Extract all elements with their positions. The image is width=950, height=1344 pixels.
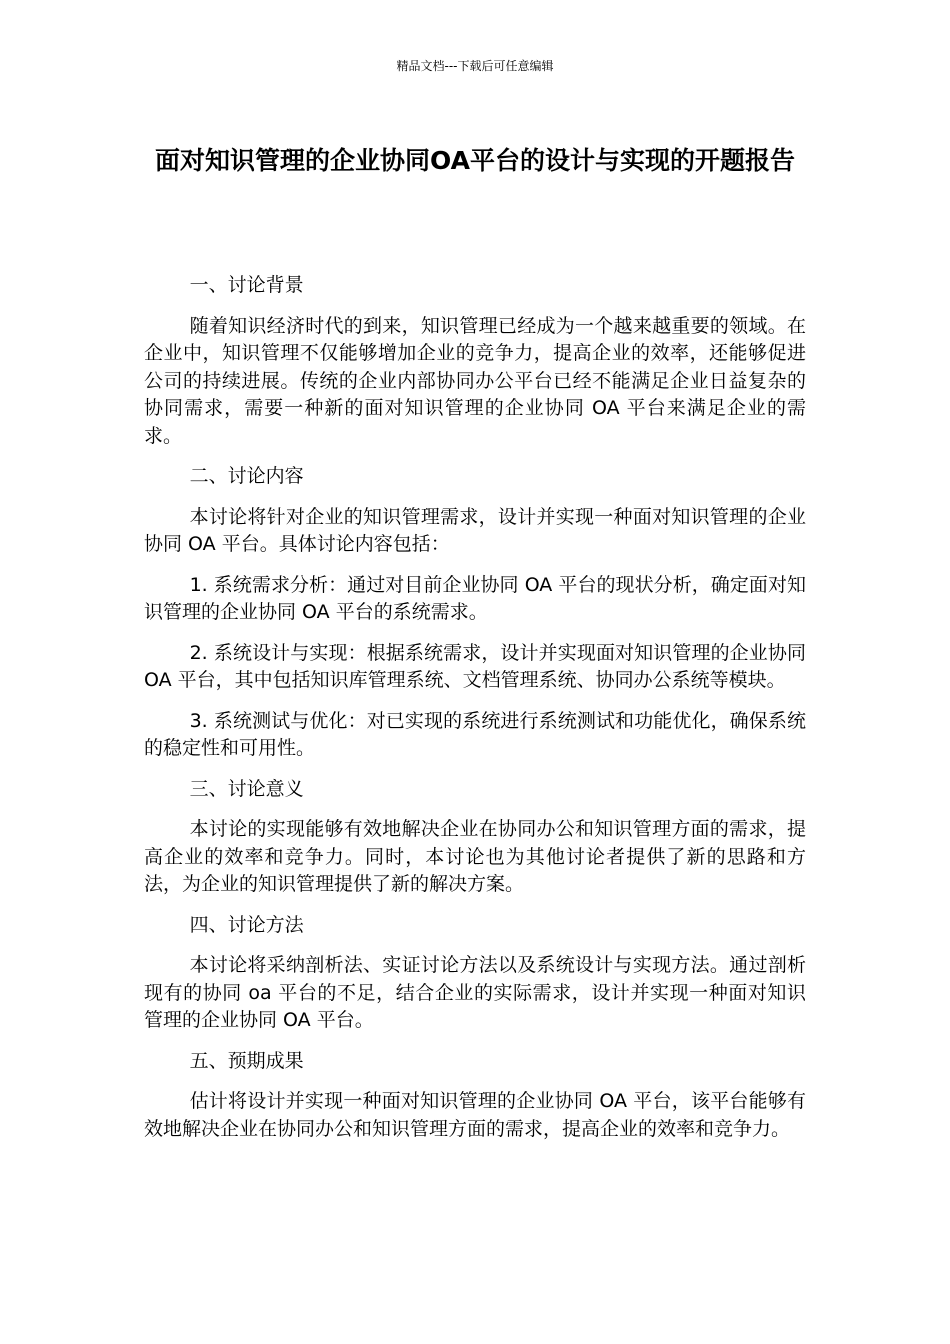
section-content [144, 463, 806, 763]
section-heading: 二、讨论内容 [189, 465, 304, 487]
paragraph: 随着知识经济时代的到来，知识管理已经成为一个越来越重要的领域。在企业中，知识管理不仅能够增加企业的竞争力，提高企业的效率，还能够促进公司的持续进展。传统的企业内部协同办公平台已经不能满足企业日益复杂的协同需求，需要一种新的面对知识管理的企业协同 OA 平台来满足企业的需求。 [144, 314, 806, 447]
section-heading: 五、预期成果 [189, 1049, 304, 1072]
section-heading: 三、讨论意义 [189, 777, 304, 800]
section-outcomes [144, 1048, 806, 1144]
paragraph: 估计将设计并实现一种面对知识管理的企业协同 OA 平台，该平台能够有效地解决企业在协同办公和知识管理方面的需求，提高企业的效率和竞争力。 [144, 1090, 806, 1140]
section-heading: 一、讨论背景 [189, 274, 304, 296]
document-title: 面对知识管理的企业协同OA平台的设计与实现的开题报告 [155, 146, 795, 175]
paragraph: 本讨论将采纳剖析法、实证讨论方法以及系统设计与实现方法。通过剖析现有的协同 oa 平台的不足，结合企业的实际需求，设计并实现一种面对知识管理的企业协同 OA 平台。 [144, 954, 806, 1031]
section-background [144, 272, 806, 450]
page-header: 精品文档---下载后可任意编辑 [396, 59, 554, 73]
document-body [144, 272, 806, 1156]
paragraph: 本讨论的实现能够有效地解决企业在协同办公和知识管理方面的需求，提高企业的效率和竞争力。同时，本讨论也为其他讨论者提供了新的思路和方法，为企业的知识管理提供了新的解决方案。 [144, 818, 806, 895]
section-methods [144, 912, 806, 1035]
list-item: 3. 系统测试与优化：对已实现的系统进行系统测试和功能优化，确保系统的稳定性和可用性。 [144, 709, 806, 759]
list-item: 2. 系统设计与实现：根据系统需求，设计并实现面对知识管理的企业协同 OA 平台，其中包括知识库管理系统、文档管理系统、协同办公系统等模块。 [144, 641, 806, 691]
list-item: 1. 系统需求分析：通过对目前企业协同 OA 平台的现状分析，确定面对知识管理的企业协同 OA 平台的系统需求。 [144, 573, 806, 623]
section-significance [144, 776, 806, 899]
paragraph: 本讨论将针对企业的知识管理需求，设计并实现一种面对知识管理的企业协同 OA 平台。具体讨论内容包括： [144, 505, 806, 555]
section-heading: 四、讨论方法 [189, 913, 304, 936]
